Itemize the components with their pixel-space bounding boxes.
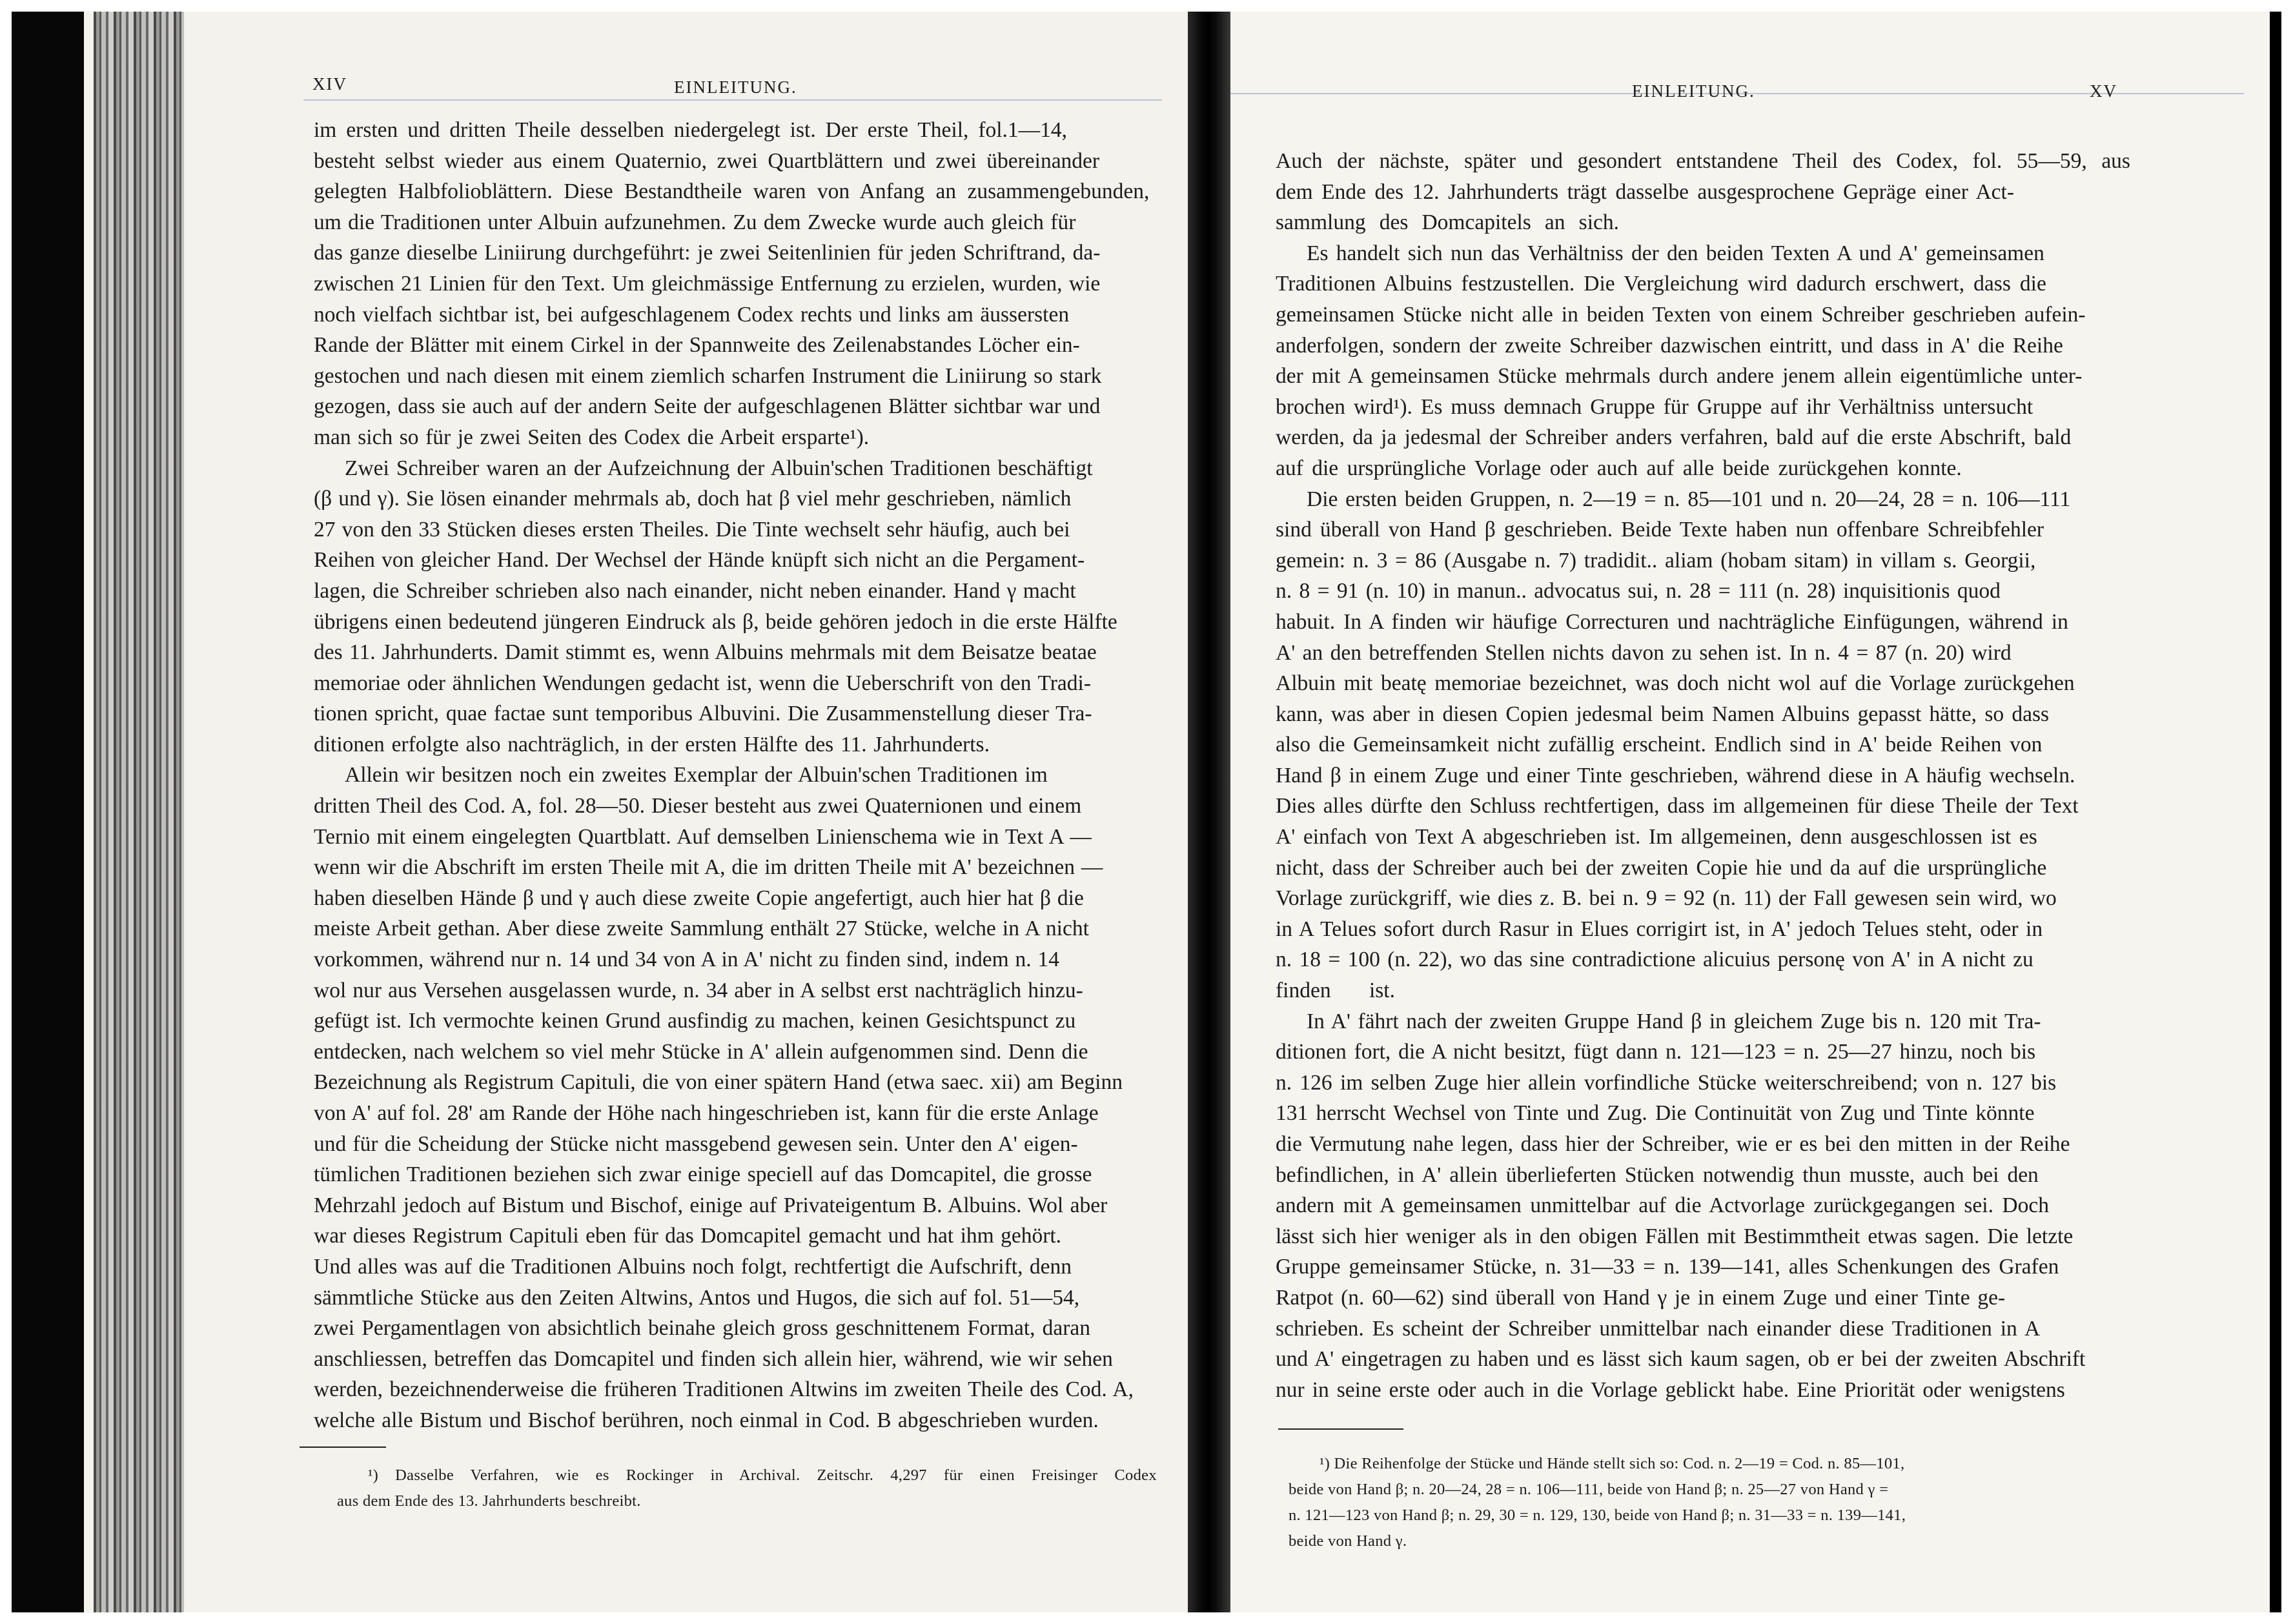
text-line: ditionen fort, die A nicht besitzt, fügt dann n. 121—123 = n. 25—27 hinzu, noch bis bbox=[1276, 1040, 2036, 1064]
page-number: XV bbox=[2090, 81, 2117, 101]
text-line: der mit A gemeinsamen Stücke mehrmals durch andere jenem allein eigentümliche unter- bbox=[1276, 364, 2083, 389]
text-line: Allein wir besitzen noch ein zweites Exemplar der Albuin'schen Traditionen im bbox=[345, 763, 1048, 787]
text-line: Mehrzahl jedoch auf Bistum und Bischof, einige auf Privateigentum B. Albuins. Wol aber bbox=[314, 1193, 1108, 1217]
right-page bbox=[1230, 12, 2270, 1612]
text-line: kann, was aber in diesen Copien jedesmal beim Namen Albuins gepasst hätte, so dass bbox=[1276, 702, 2050, 726]
text-line: meiste Arbeit gethan. Aber diese zweite Sammlung enthält 27 Stücke, welche in A nicht bbox=[314, 917, 1089, 941]
text-line: haben dieselben Hände β und γ auch diese zweite Copie angefertigt, auch hier hat β die bbox=[314, 886, 1084, 910]
text-line: Zwei Schreiber waren an der Aufzeichnung der Albuin'schen Traditionen beschäftigt bbox=[345, 456, 1093, 480]
text-line: nur in seine erste oder auch in die Vorlage geblickt habe. Eine Priorität oder wenigstens bbox=[1276, 1377, 2065, 1402]
text-line: welche alle Bistum und Bischof berühren, noch einmal in Cod. B abgeschrieben wurden. bbox=[314, 1408, 1099, 1432]
text-line: gelegten Halbfolioblättern. Diese Bestandtheile waren von Anfang an zusammengebunden, bbox=[314, 179, 1150, 204]
left-footnote bbox=[337, 1463, 1157, 1514]
text-line: n. 126 im selben Zuge hier allein vorfindliche Stücke weiterschreibend; von n. 127 bis bbox=[1276, 1070, 2057, 1095]
text-line: anschliessen, betreffen das Domcapitel und finden sich allein hier, während, wie wir sehen bbox=[314, 1346, 1113, 1371]
text-line: man sich so für je zwei Seiten des Codex die Arbeit ersparte¹). bbox=[314, 425, 870, 449]
text-line: gemeinsamen Stücke nicht alle in beiden Texten von einem Schreiber geschrieben aufein- bbox=[1276, 302, 2086, 327]
scan-edge bbox=[12, 12, 84, 1612]
text-line: im ersten und dritten Theile desselben niedergelegt ist. Der erste Theil, fol.1—14, bbox=[314, 118, 1068, 142]
text-line: gezogen, dass sie auch auf der andern Seite der aufgeschlagenen Blätter sichtbar war und bbox=[314, 394, 1101, 419]
header-rule bbox=[303, 99, 1162, 101]
text-line: wol nur aus Versehen ausgelassen wurde, n. 34 aber in A selbst erst nachträglich hinzu- bbox=[314, 978, 1083, 1002]
text-line: gefügt ist. Ich vermochte keinen Grund ausfindig zu machen, keinen Gesichtspunct zu bbox=[314, 1009, 1076, 1033]
text-line: die Vermutung nahe legen, dass hier der Schreiber, wie er es bei den mitten in der Reihe bbox=[1276, 1132, 2070, 1156]
text-line: 27 von den 33 Stücken dieses ersten Theiles. Die Tinte wechselt sehr häufig, auch bei bbox=[314, 517, 1070, 542]
text-line: noch vielfach sichtbar ist, bei aufgeschlagenem Codex rechts und links am äussersten bbox=[314, 302, 1070, 327]
text-line: n. 18 = 100 (n. 22), wo das sine contradictione alicuius personę von A' in A nicht zu bbox=[1276, 948, 2033, 972]
left-body-text bbox=[314, 115, 1149, 1436]
footnote-rule bbox=[300, 1446, 386, 1448]
text-line: vorkommen, während nur n. 14 und 34 von A in A' nicht zu finden sind, indem n. 14 bbox=[314, 948, 1059, 972]
text-line: sammlung des Domcapitels an sich. bbox=[1276, 210, 1620, 235]
page-number: XIV bbox=[312, 74, 347, 94]
text-line: Die ersten beiden Gruppen, n. 2—19 = n. 85—101 und n. 20—24, 28 = n. 106—111 bbox=[1307, 487, 2071, 511]
text-line: finden ist. bbox=[1276, 979, 1395, 1003]
text-line: Dies alles dürfte den Schluss rechtfertigen, dass im allgemeinen für diese Theile der Text bbox=[1276, 794, 2079, 818]
text-line: Albuin mit beatę memoriae bezeichnet, was doch nicht wol auf die Vorlage zurückgehen bbox=[1276, 671, 2075, 696]
text-line: und für die Scheidung der Stücke nicht massgebend gewesen sein. Unter den A' eigen- bbox=[314, 1132, 1078, 1156]
text-line: also die Gemeinsamkeit nicht zufällig erscheint. Endlich sind in A' beide Reihen von bbox=[1276, 733, 2043, 757]
text-line: dem Ende des 12. Jahrhunderts trägt dasselbe ausgesprochene Gepräge einer Act- bbox=[1276, 179, 2015, 204]
footnote-rule bbox=[1278, 1428, 1403, 1430]
text-line: übrigens einen bedeutend jüngeren Eindruck als β, beide gehören jedoch in die erste Hälfte bbox=[314, 609, 1117, 634]
right-footnote bbox=[1289, 1451, 1906, 1554]
text-line: andern mit A gemeinsamen unmittelbar auf die Actvorlage zurückgegangen sei. Doch bbox=[1276, 1193, 2049, 1218]
text-line: Rande der Blätter mit einem Cirkel in der Spannweite des Zeilenabstandes Löcher ein- bbox=[314, 333, 1080, 358]
text-line: des 11. Jahrhunderts. Damit stimmt es, wenn Albuins mehrmals mit dem Beisatze beatae bbox=[314, 640, 1097, 665]
text-line: werden, da ja jedesmal der Schreiber anders verfahren, bald auf die erste Abschrift, bald bbox=[1276, 425, 2072, 450]
text-line: Und alles was auf die Traditionen Albuins noch folgt, rechtfertigt die Aufschrift, denn bbox=[314, 1254, 1072, 1279]
text-line: tionen spricht, quae factae sunt temporibus Albuvini. Die Zusammenstellung dieser Tra- bbox=[314, 702, 1092, 726]
text-line: n. 8 = 91 (n. 10) in manun.. advocatus sui, n. 28 = 111 (n. 28) inquisitionis quod bbox=[1276, 579, 2001, 604]
running-head: EINLEITUNG. bbox=[674, 77, 797, 97]
text-line: anderfolgen, sondern der zweite Schreiber dazwischen eintritt, und dass in A' die Reihe bbox=[1276, 333, 2063, 358]
text-line: ¹) Die Reihenfolge der Stücke und Hände stellt sich so: Cod. n. 2—19 = Cod. n. 85—101, bbox=[1320, 1455, 1905, 1472]
running-head: EINLEITUNG. bbox=[1632, 81, 1755, 101]
text-line: (β und γ). Sie lösen einander mehrmals ab, doch hat β viel mehr geschrieben, nämlich bbox=[314, 487, 1072, 511]
text-line: werden, bezeichnenderweise die früheren Traditionen Altwins im zweiten Theile des Cod. A, bbox=[314, 1377, 1134, 1402]
text-line: aus dem Ende des 13. Jahrhunderts beschreibt. bbox=[337, 1492, 641, 1510]
text-line: besteht selbst wieder aus einem Quaternio, zwei Quartblättern und zwei übereinander bbox=[314, 148, 1100, 173]
scan-artifact bbox=[94, 12, 184, 1612]
text-line: brochen wird¹). Es muss demnach Gruppe für Gruppe auf ihr Verhältniss untersucht bbox=[1276, 394, 2033, 419]
text-line: lagen, die Schreiber schrieben also nach einander, nicht neben einander. Hand γ macht bbox=[314, 578, 1076, 603]
text-line: ditionen erfolgte also nachträglich, in der ersten Hälfte des 11. Jahrhunderts. bbox=[314, 732, 990, 756]
text-line: A' an den betreffenden Stellen nichts davon zu sehen ist. In n. 4 = 87 (n. 20) wird bbox=[1276, 640, 2012, 665]
right-body-text bbox=[1276, 146, 2130, 1405]
text-line: von A' auf fol. 28' am Rande der Höhe nach hingeschrieben ist, kann für die erste Anlage bbox=[314, 1101, 1099, 1125]
text-line: gemein: n. 3 = 86 (Ausgabe n. 7) tradidit.. aliam (hobam sitam) in villam s. Georgii, bbox=[1276, 548, 2036, 573]
text-line: Es handelt sich nun das Verhältniss der den beiden Texten A und A' gemeinsamen bbox=[1307, 241, 2044, 265]
text-line: 131 herrscht Wechsel von Tinte und Zug. Die Continuität von Zug und Tinte könnte bbox=[1276, 1101, 2035, 1126]
text-line: in A Telues sofort durch Rasur in Elues corrigirt ist, in A' jedoch Telues steht, oder in bbox=[1276, 917, 2043, 941]
text-line: zwei Pergamentlagen von absichtlich beinahe gleich gross geschnittenem Format, daran bbox=[314, 1316, 1090, 1341]
text-line: Bezeichnung als Registrum Capituli, die von einer spätern Hand (etwa saec. xii) am Beginn bbox=[314, 1070, 1123, 1095]
text-line: Gruppe gemeinsamer Stücke, n. 31—33 = n. 139—141, alles Schenkungen des Grafen bbox=[1276, 1255, 2059, 1279]
text-line: In A' fährt nach der zweiten Gruppe Hand β in gleichem Zuge bis n. 120 mit Tra- bbox=[1307, 1009, 2041, 1033]
text-line: beide von Hand γ. bbox=[1289, 1532, 1407, 1550]
text-line: und A' eingetragen zu haben und es lässt sich kaum sagen, ob er bei der zweiten Abschrift bbox=[1276, 1347, 2086, 1372]
text-line: A' einfach von Text A abgeschrieben ist. Im allgemeinen, denn ausgeschlossen ist es bbox=[1276, 825, 2037, 849]
text-line: schrieben. Es scheint der Schreiber unmittelbar nach einander diese Traditionen in A bbox=[1276, 1316, 2041, 1341]
text-line: entdecken, nach welchem so viel mehr Stücke in A' allein aufgenommen sind. Denn die bbox=[314, 1039, 1088, 1064]
text-line: nicht, dass der Schreiber auch bei der zweiten Copie hie und da auf die ursprüngliche bbox=[1276, 855, 2047, 880]
text-line: memoriae oder ähnlichen Wendungen gedacht ist, wenn die Ueberschrift von den Tradi- bbox=[314, 671, 1091, 695]
text-line: n. 121—123 von Hand β; n. 29, 30 = n. 129, 130, beide von Hand β; n. 31—33 = n. 139—141, bbox=[1289, 1507, 1906, 1524]
text-line: Vorlage zurückgriff, wie dies z. B. bei n. 9 = 92 (n. 11) der Fall gewesen sein wird, wo bbox=[1276, 886, 2057, 911]
text-line: tümlichen Traditionen beziehen sich zwar einige speciell auf das Domcapitel, die grosse bbox=[314, 1162, 1092, 1187]
text-line: befindlichen, in A' allein überlieferten Stücken notwendig thun musste, auch bei den bbox=[1276, 1162, 2039, 1187]
text-line: war dieses Registrum Capituli eben für das Domcapitel gemacht und hat ihm gehört. bbox=[314, 1224, 1062, 1248]
text-line: Reihen von gleicher Hand. Der Wechsel der Hände knüpft sich nicht an die Pergament- bbox=[314, 548, 1085, 573]
text-line: auf die ursprüngliche Vorlage oder auch auf alle beide zurückgehen konnte. bbox=[1276, 456, 1962, 480]
text-line: Auch der nächste, später und gesondert entstandene Theil des Codex, fol. 55—59, aus bbox=[1276, 149, 2130, 173]
text-line: dritten Theil des Cod. A, fol. 28—50. Dieser besteht aus zwei Quaternionen und einem bbox=[314, 794, 1082, 818]
text-line: Ratpot (n. 60—62) sind überall von Hand γ je in einem Zuge und einer Tinte ge- bbox=[1276, 1285, 2006, 1310]
text-line: um die Traditionen unter Albuin aufzunehmen. Zu dem Zwecke wurde auch gleich für bbox=[314, 210, 1076, 234]
text-line: Hand β in einem Zuge und einer Tinte geschrieben, während diese in A häufig wechseln. bbox=[1276, 763, 2075, 787]
text-line: lässt sich hier weniger als in den obigen Fällen mit Bestimmtheit etwas sagen. Die letzte bbox=[1276, 1224, 2074, 1248]
text-line: Traditionen Albuins festzustellen. Die Vergleichung wird dadurch erschwert, dass die bbox=[1276, 272, 2046, 296]
text-line: gestochen und nach diesen mit einem ziemlich scharfen Instrument die Liniirung so stark bbox=[314, 363, 1102, 388]
text-line: habuit. In A finden wir häufige Correcturen und nachträgliche Einfügungen, während in bbox=[1276, 609, 2068, 634]
text-line: zwischen 21 Linien für den Text. Um gleichmässige Entfernung zu erzielen, wurden, wie bbox=[314, 271, 1101, 296]
text-line: Ternio mit einem eingelegten Quartblatt. Auf demselben Linienschema wie in Text A — bbox=[314, 824, 1092, 849]
book-gutter bbox=[1188, 12, 1230, 1612]
left-page bbox=[84, 12, 1188, 1612]
text-line: sind überall von Hand β geschrieben. Beide Texte haben nun offenbare Schreibfehler bbox=[1276, 518, 2044, 542]
text-line: wenn wir die Abschrift im ersten Theile mit A, die im dritten Theile mit A' bezeichnen — bbox=[314, 855, 1103, 880]
text-line: ¹) Dasselbe Verfahren, wie es Rockinger in Archival. Zeitschr. 4,297 für einen Freisinger Codex bbox=[368, 1467, 1157, 1484]
text-line: das ganze dieselbe Liniirung durchgeführt: je zwei Seitenlinien für jeden Schriftrand, da- bbox=[314, 241, 1101, 265]
text-line: beide von Hand β; n. 20—24, 28 = n. 106—111, beide von Hand β; n. 25—27 von Hand γ = bbox=[1289, 1481, 1889, 1498]
text-line: sämmtliche Stücke aus den Zeiten Altwins, Antos und Hugos, die sich auf fol. 51—54, bbox=[314, 1285, 1080, 1310]
